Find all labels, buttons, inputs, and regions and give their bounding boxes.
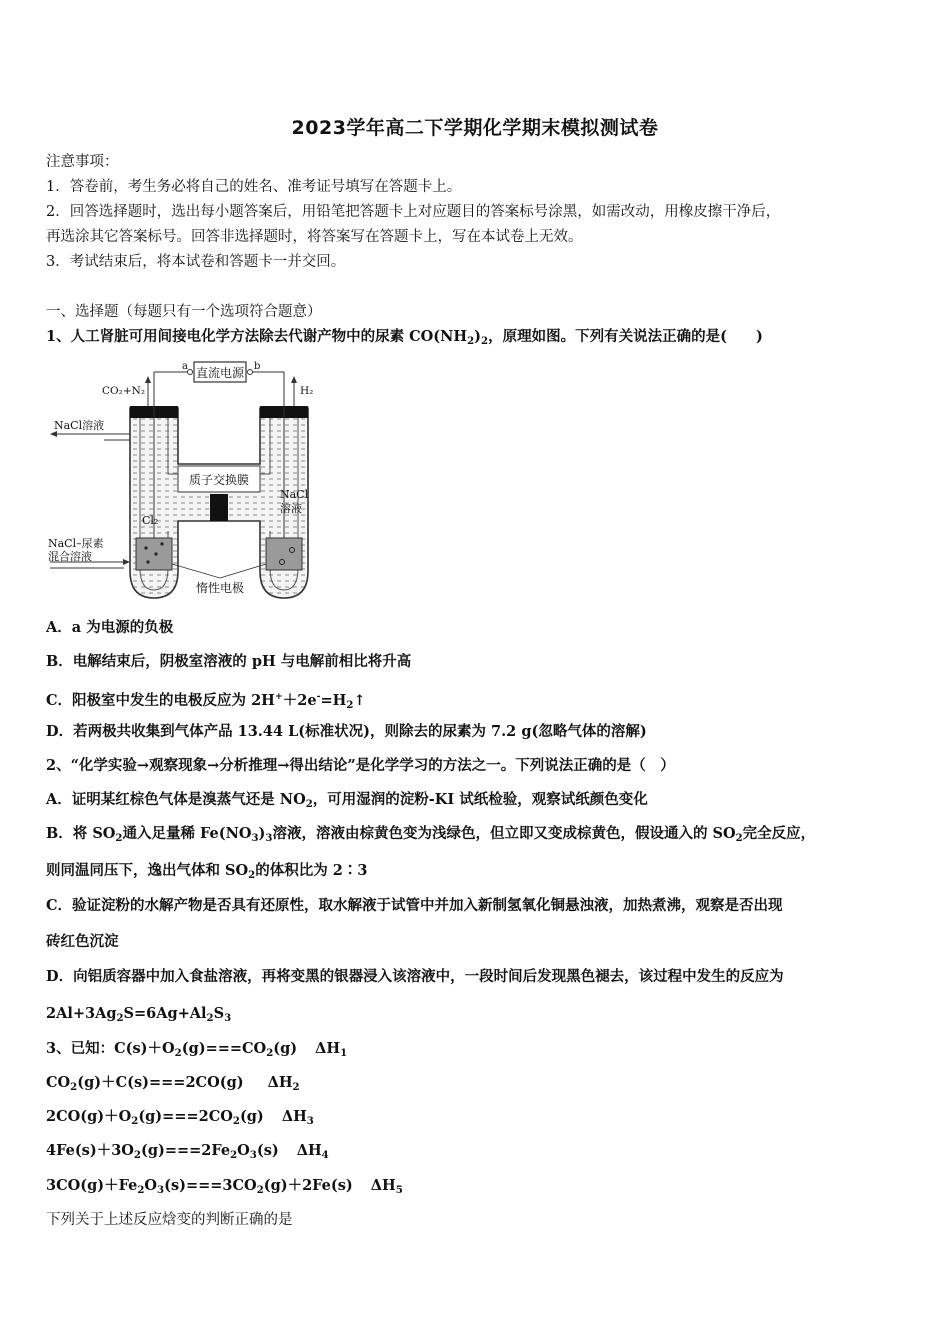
membrane-label: 质子交换膜: [188, 473, 250, 487]
notice-item-2: 2．回答选择题时，选出每小题答案后，用铅笔把答题卡上对应题目的答案标号涂黑，如需改动，用橡皮擦干净后，: [46, 204, 781, 220]
q2-option-c: C．验证淀粉的水解产物是否具有还原性，取水解液于试管中并加入新制氢氧化铜悬浊液，加热煮沸，观察是否出现: [46, 897, 783, 914]
q2-option-c-cont: 砖红色沉淀: [46, 933, 119, 950]
notice-heading: 注意事项：: [46, 154, 119, 170]
gas-right-label: H₂: [300, 385, 314, 397]
right-electrode: [266, 538, 302, 570]
q3-reaction-3: $2CO(g)+O_2(g)===2CO_2(g)$ $\Delta H_3$: [46, 1108, 314, 1127]
q2-option-d: D．向铝质容器中加入食盐溶液，再将变黑的银器浸入该溶液中，一段时间后发现黑色褪去，该过程中发生的反应为: [46, 968, 784, 985]
dc-power-label: 直流电源: [195, 366, 245, 380]
q2-option-d-equation: $2Al+3Ag_2S=6Ag+Al_2S_3$: [46, 1005, 232, 1024]
cl2-label: Cl₂: [142, 514, 159, 527]
q1-option-c: C．阳极室中发生的电极反应为 $2H^++2e^-=H_2↑$: [46, 691, 366, 711]
q2-option-b: B．将 $SO_2$通入足量稀 $Fe(NO_3)_3$溶液，溶液由棕黄色变为浅绿色，但立即又变成棕黄色，假设通入的 $SO_2$完全反应，: [46, 825, 816, 844]
q2-option-b-cont: 则同温同压下，逸出气体和 $SO_2$的体积比为 2∶3: [46, 862, 368, 881]
q1-option-b: B．电解结束后，阴极室溶液的 pH 与电解前相比将升高: [46, 653, 412, 670]
notice-item-3: 3．考试结束后，将本试卷和答题卡一并交回。: [46, 254, 346, 270]
q3-reaction-5: $3CO(g)+Fe_2O_3(s)===3CO_2(g)+2Fe(s)$ $\Delta H_5$: [46, 1177, 403, 1196]
section-heading: 一、选择题（每题只有一个选项符合题意）: [46, 304, 322, 320]
electrode-label: 惰性电极: [195, 581, 245, 595]
inlet-label-1: NaCl–尿素: [48, 537, 104, 550]
electrolysis-diagram: [44, 356, 334, 606]
q2-stem: 2、“化学实验→观察现象→分析推理→得出结论”是化学学习的方法之一。下列说法正确的是（ ）: [46, 757, 675, 774]
q1-option-a: A．a 为电源的负极: [46, 619, 174, 636]
q3-reaction-2: $CO_2(g)+C(s)===2CO(g)$ $\Delta H_2$: [46, 1074, 300, 1093]
q1-stem: 1、人工肾脏可用间接电化学方法除去代谢产物中的尿素 $CO(NH_2)_2$，原理如图。下列有关说法正确的是( ): [46, 328, 763, 347]
q3-reaction-4: $4Fe(s)+3O_2(g)===2Fe_2O_3(s)$ $\Delta H_4$: [46, 1142, 329, 1161]
q3-reaction-1: 3、已知：$C(s)+O_2(g)===CO_2(g)$ $\Delta H_1$: [46, 1040, 348, 1059]
q3-question: 下列关于上述反应焓变的判断正确的是: [46, 1212, 293, 1228]
gas-left-label: CO₂+N₂: [102, 385, 146, 397]
exam-title: 2023学年高二下学期化学期末模拟测试卷: [291, 117, 659, 139]
terminal-a: a: [182, 361, 188, 372]
proton-exchange-membrane: [210, 494, 228, 521]
outlet-label: NaCl溶液: [54, 419, 105, 432]
inlet-label-2: 混合溶液: [48, 550, 92, 563]
notice-item-1: 1．答卷前，考生务必将自己的姓名、准考证号填写在答题卡上。: [46, 179, 462, 195]
terminal-b: b: [254, 361, 261, 372]
q2-option-a: A．证明某红棕色气体是溴蒸气还是 $NO_2$，可用湿润的淀粉-KI 试纸检验，观察试纸颜色变化: [46, 791, 648, 810]
notice-item-2-cont: 再选涂其它答案标号。回答非选择题时，将答案写在答题卡上，写在本试卷上无效。: [46, 229, 583, 245]
right-solution-label-2: 溶液: [280, 502, 302, 515]
left-electrode: [136, 538, 172, 570]
q1-option-d: D．若两极共收集到气体产品 13.44 L(标准状况)，则除去的尿素为 7.2 g(忽略气体的溶解): [46, 723, 647, 740]
right-solution-label-1: NaCl: [280, 488, 309, 501]
